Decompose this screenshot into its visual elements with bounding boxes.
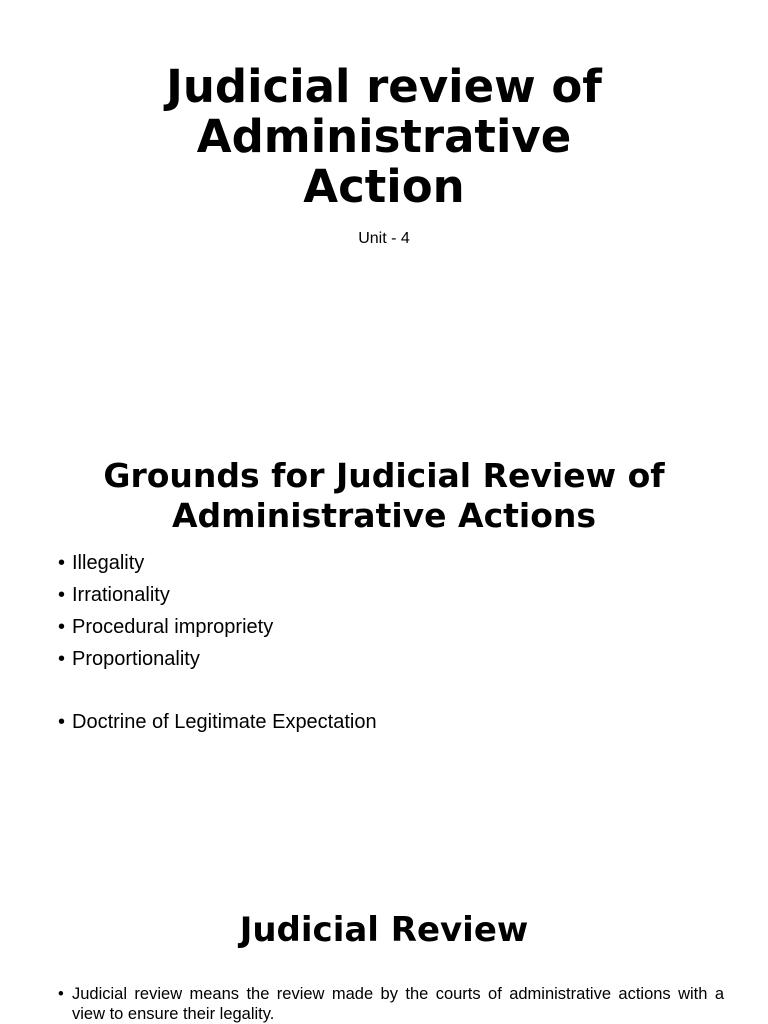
slide-judicial-review [0, 870, 768, 1024]
list-item: • Proportionality [58, 643, 377, 675]
title-line-1: Judicial review of [166, 60, 602, 113]
definition-paragraph: • Judicial review means the review made by the courts of administrative actions with a view to ensure their legality. [58, 984, 724, 1024]
judicial-review-heading: Judicial Review [239, 910, 529, 950]
list-item: • Illegality [58, 547, 377, 579]
page-title [0, 62, 768, 212]
list-item: • Irrationality [58, 579, 377, 611]
title-line-3: Action [303, 160, 465, 213]
grounds-heading [0, 456, 768, 536]
title-line-2: Administrative [196, 110, 572, 163]
list-item: • Procedural impropriety [58, 611, 377, 643]
list-item: • Doctrine of Legitimate Expectation [58, 706, 377, 738]
grounds-list [58, 547, 377, 738]
grounds-heading-line-2: Administrative Actions [171, 496, 597, 535]
grounds-heading-line-1: Grounds for Judicial Review of [103, 456, 665, 495]
subtitle: Unit - 4 [358, 230, 410, 247]
slide-title [0, 0, 768, 384]
slide-grounds [0, 432, 768, 816]
